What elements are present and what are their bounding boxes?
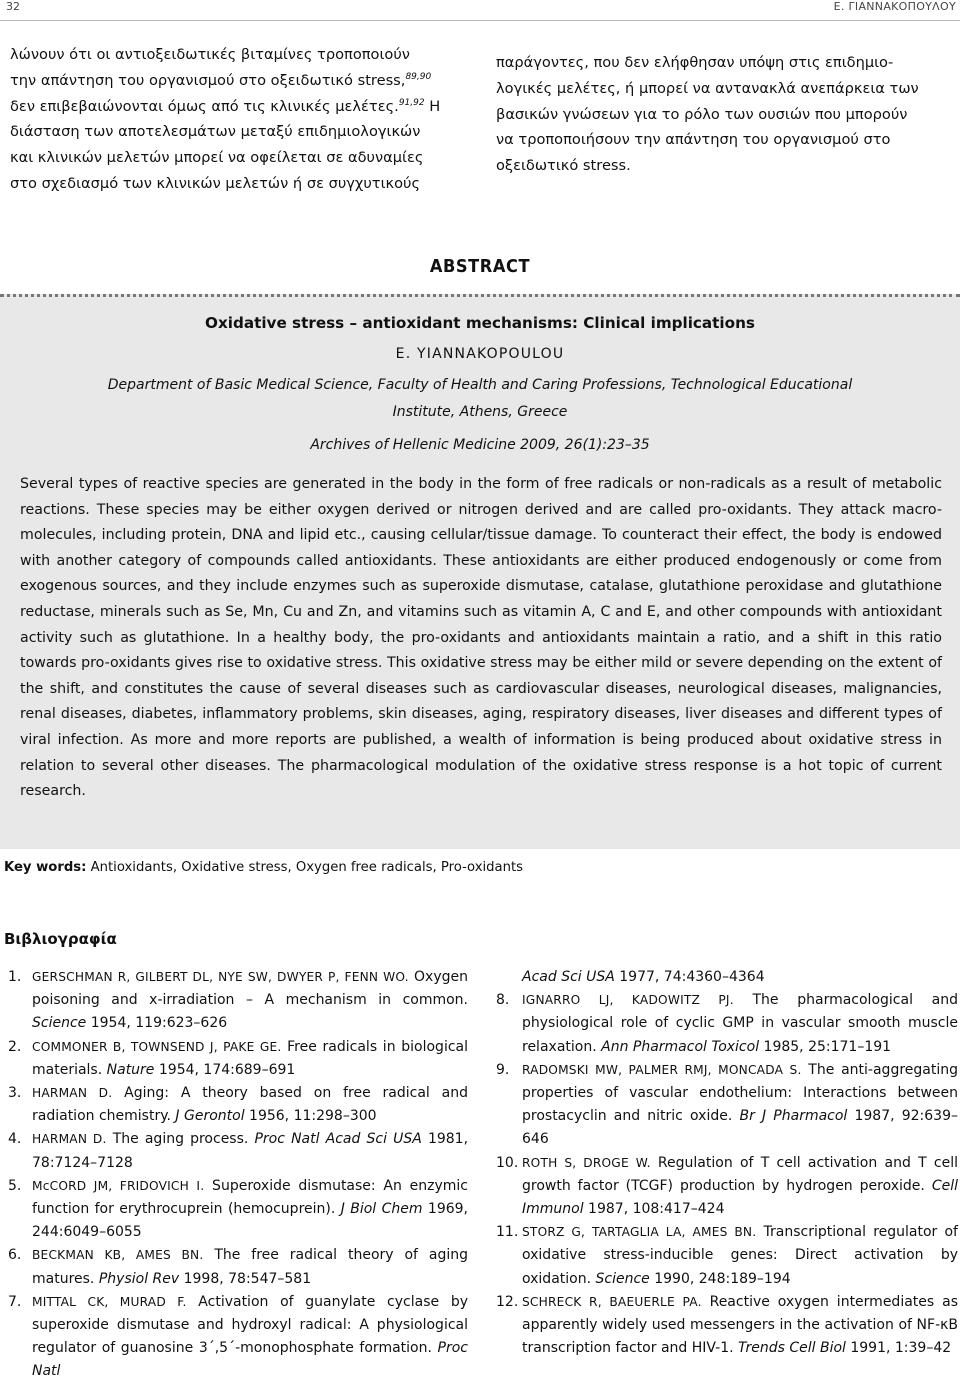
reference-item: 7. MITTAL CK, MURAD F. Activation of guanylate cyclase by superoxide dismutase and hydroxyl radical: A physiological regulator of guanosine 3΄,5΄-monophosphate formation. Proc Natl — [8, 1293, 468, 1380]
abstract-author: E. YIANNAKOPOULOU — [395, 346, 565, 362]
page-number: 32 — [6, 0, 20, 13]
abstract-title: Oxidative stress – antioxidant mechanisms: Clinical implications — [205, 314, 755, 332]
text-line: στο σχεδιασμό των κλινικών μελετών ή σε συγχυτικούς — [10, 174, 421, 192]
reference-item: 2. COMMONER B, TOWNSEND J, PAKE GE. Free radicals in biological materials. Nature 1954, 174:689–691 — [8, 1038, 468, 1078]
greek-text-right-column — [496, 50, 958, 179]
greek-text-left-column — [10, 42, 470, 197]
bibliography-heading: Βιβλιογραφία — [4, 930, 117, 948]
reference-item: 11. STORZ G, TARTAGLIA LA, AMES BN. Transcriptional regulator of oxidative stress-inducible genes: Direct activation by oxidation. Science 1990, 248:189–194 — [496, 1224, 958, 1287]
keywords-text: Antioxidants, Oxidative stress, Oxygen free radicals, Pro-oxidants — [86, 860, 524, 875]
abstract-heading: ABSTRACT — [429, 256, 531, 277]
text-line: την απάντηση του οργανισμού στο οξειδωτικό stress,$^{89,90}$ — [10, 71, 432, 89]
reference-item: 10. ROTH S, DROGE W. Regulation of T cell activation and T cell growth factor (TCGF) production by hydrogen peroxide. Cell Immunol 1987, 108:417–424 — [496, 1154, 959, 1218]
text-line: και κλινικών μελετών μπορεί να οφείλεται σε αδυναμίες — [10, 149, 424, 167]
citation-superscript: 89,90 — [405, 71, 432, 82]
references-right-column — [496, 966, 958, 1360]
page-header — [0, 0, 960, 21]
references-left-column — [8, 966, 468, 1384]
text-line: λώνουν ότι οι αντιοξειδωτικές βιταμίνες τροποποιούν — [10, 46, 410, 63]
abstract-affiliation: Department of Basic Medical Science, Faculty of Health and Caring Professions, Technological Educational Institute, Athens, Greece — [107, 377, 853, 420]
text-line: οξειδωτικό stress. — [496, 157, 631, 175]
reference-item: 1. GERSCHMAN R, GILBERT DL, NYE SW, DWYER P, FENN WO. Oxygen poisoning and x-irradiation – A mechanism in common. Science 1954, 119:623–626 — [8, 969, 469, 1032]
text-line: να τροποποιήσουν την απάντηση του οργανισμού στο — [496, 131, 891, 149]
keywords — [4, 860, 523, 875]
abstract-box — [0, 294, 960, 849]
text-line: διάσταση των αποτελεσμάτων μεταξύ επιδημιολογικών — [10, 123, 421, 141]
text-line: δεν επιβεβαιώνονται όμως από τις κλινικές μελέτες.$^{91,92}$ Η — [10, 97, 441, 115]
reference-item: 9. RADOMSKI MW, PALMER RMJ, MONCADA S. The anti-aggregating properties of vascular endothelium: Interactions between prostacyclin and nitric oxide. Br J Pharmacol 1987, 92:639–646 — [496, 1061, 958, 1148]
reference-item: 3. HARMAN D. Aging: A theory based on free radical and radiation chemistry. J Gerontol 1956, 11:298–300 — [8, 1085, 468, 1125]
reference-continuation: Acad Sci USA 1977, 74:4360–4364 — [522, 969, 765, 985]
keywords-label: Key words: — [4, 860, 87, 875]
text-line: παράγοντες, που δεν ελήφθησαν υπόψη στις επιδημιο- — [496, 54, 894, 71]
running-head: Ε. ΓΙΑΝΝΑΚΟΠΟΥΛΟΥ — [833, 0, 956, 13]
abstract-citation: Archives of Hellenic Medicine 2009, 26(1):23–35 — [310, 437, 650, 453]
reference-item: 12. SCHRECK R, BAEUERLE PA. Reactive oxygen intermediates as apparently widely used messengers in the activation of NF-κB transcription factor and HIV-1. Trends Cell Biol 1991, 1:39–42 — [496, 1293, 958, 1357]
reference-item: 5. McCORD JM, FRIDOVICH I. Superoxide dismutase: An enzymic function for erythrocuprein (hemocuprein). J Biol Chem 1969, 244:6049–6055 — [8, 1177, 468, 1241]
abstract-body: Several types of reactive species are generated in the body in the form of free radicals or non-radicals as a result of metabolic reactions. These species may be either oxygen derived or nitrogen derived and are called pro-oxidants. They attack macro-molecules, including protein, DNA and lipid etc., causing cellular/tissue damage. To counteract their effect, the body is endowed with another category of compounds called antioxidants. These antioxidants are either produced endogenously or come from exogenous sources, and they include enzymes such as superoxide dismutase, catalase, glutathione peroxidase and glutathione reductase, minerals such as Se, Mn, Cu and Zn, and vitamins such as vitamin A, C and E, and other compounds with antioxidant activity such as glutathione. In a healthy body, the pro-oxidants and antioxidants maintain a ratio, and a shift in this ratio towards pro-oxidants gives rise to oxidative stress. This oxidative stress may be either mild or severe depending on the extent of the shift, and constitutes the cause of several diseases such as cardiovascular diseases, neurological diseases, malignancies, renal diseases, diabetes, inflammatory problems, skin diseases, aging, respiratory diseases, liver diseases and different types of viral infection. As more and more reports are published, a wealth of information is being produced about oxidative stress in relation to several other diseases. The pharmacological modulation of the oxidative stress response is a hot topic of current research. — [20, 476, 942, 800]
text-line: λογικές μελέτες, ή μπορεί να αντανακλά ανεπάρκεια των — [496, 79, 919, 97]
reference-item: 4. HARMAN D. The aging process. Proc Natl Acad Sci USA 1981, 78:7124–7128 — [8, 1131, 469, 1171]
reference-item: 8. IGNARRO LJ, KADOWITZ PJ. The pharmacological and physiological role of cyclic GMP in vascular smooth muscle relaxation. Ann Pharmacol Toxicol 1985, 25:171–191 — [496, 992, 958, 1055]
text-line: βασικών γνώσεων για το ρόλο των ουσιών που μπορούν — [496, 105, 908, 123]
reference-item: 6. BECKMAN KB, AMES BN. The free radical theory of aging matures. Physiol Rev 1998, 78:547–581 — [8, 1247, 469, 1287]
citation-superscript: 91,92 — [398, 97, 425, 108]
